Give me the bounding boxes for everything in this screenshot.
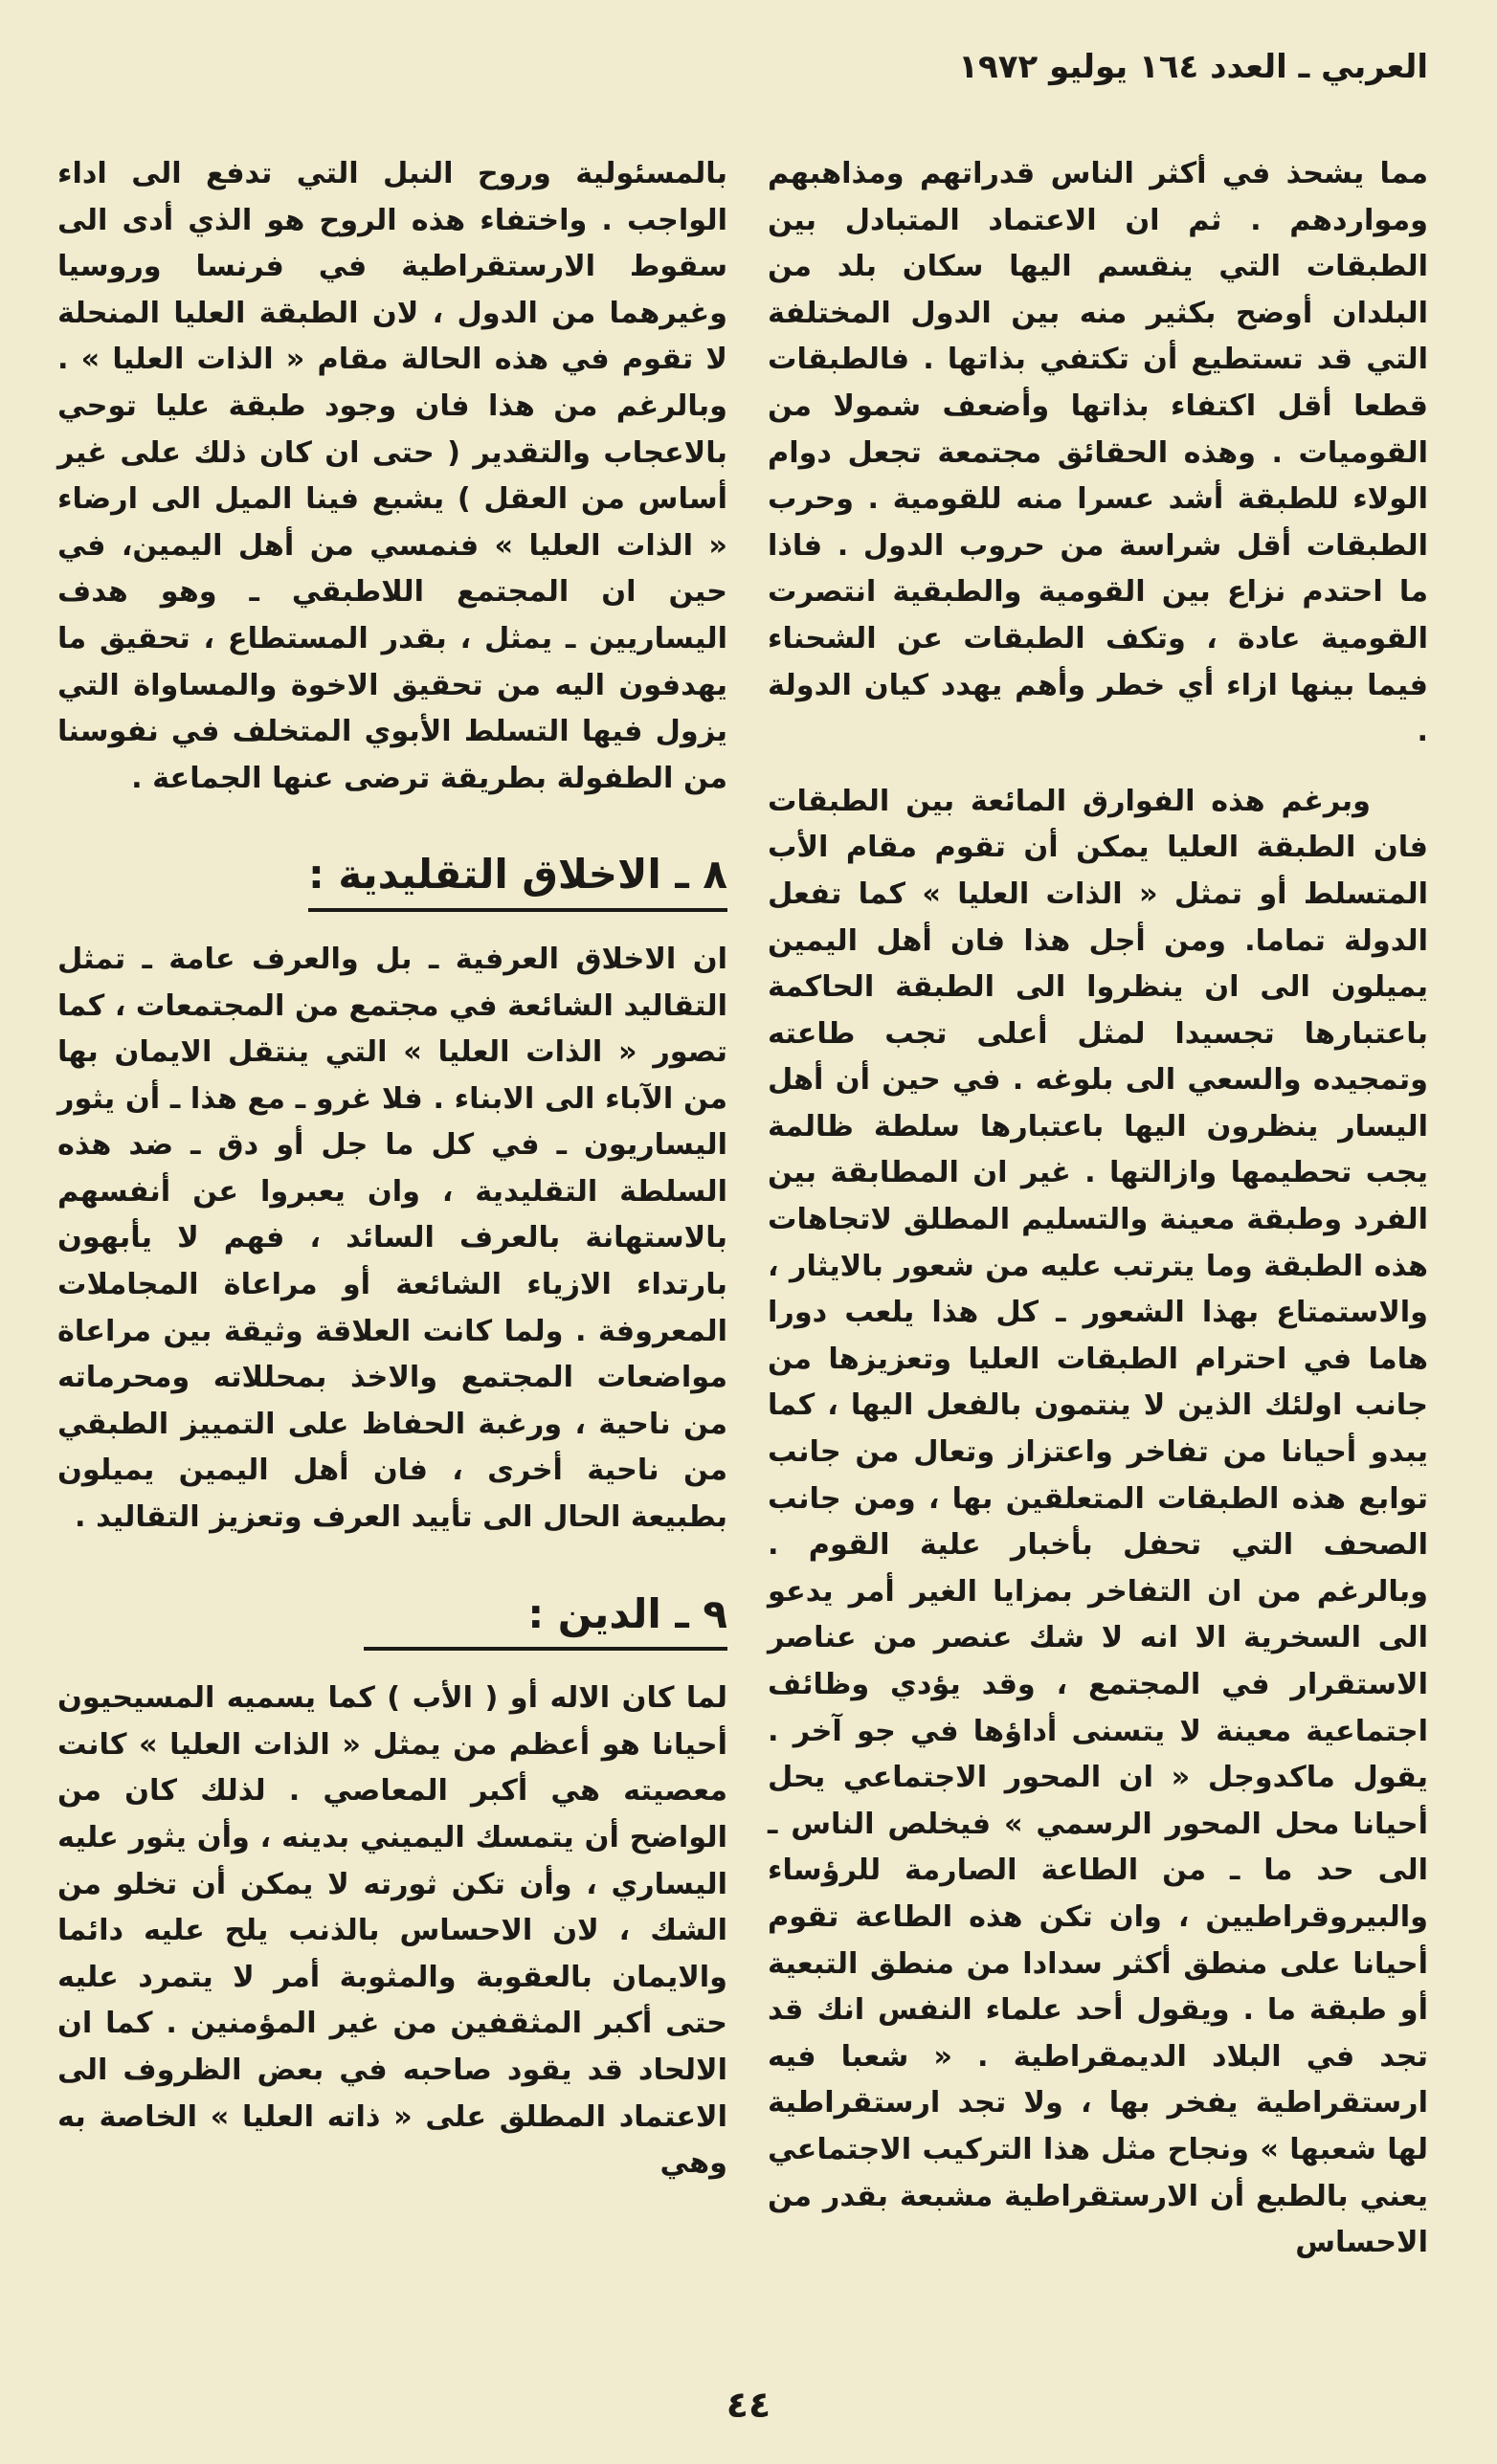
section-8-heading: ٨ ـ الاخلاق التقليدية :: [308, 852, 727, 912]
page-number: ٤٤: [726, 2384, 771, 2426]
left-continuation-paragraph: بالمسئولية وروح النبل التي تدفع الى اداء الواجب . واختفاء هذه الروح هو الذي أدى الى سقوط الارستقراطية في فرنسا وروسيا وغيرهما من الدول ، لان الطبقة العليا المنحلة لا تقوم في هذه الحالة مقام « الذات العليا » . وبالرغم من هذا فان وجود طبقة عليا توحي بالاعجاب والتقدير ( حتى ان كان ذلك على غير أساس من العقل ) يشبع فينا الميل الى ارضاء « الذات العليا » فنمسي من أهل اليمين، في حين ان المجتمع اللاطبقي ـ وهو هدف اليساريين ـ يمثل ، بقدر المستطاع ، تحقيق ما يهدفون اليه من تحقيق الاخوة والمساواة التي يزول فيها التسلط الأبوي المتخلف في نفوسنا من الطفولة بطريقة ترضى عنها الجماعة .: [57, 157, 727, 795]
right-column: [768, 151, 1428, 2290]
right-paragraph-2: وبرغم هذه الفوارق المائعة بين الطبقات فان الطبقة العليا يمكن أن تقوم مقام الأب المتسلط أو تمثل « الذات العليا » كما تفعل الدولة تماما. ومن أجل هذا فان أهل اليمين يميلون الى ان ينظروا الى الطبقة الحاكمة باعتبارها تجسيدا لمثل أعلى تجب طاعته وتمجيده والسعي الى بلوغه . في حين أن أهل اليسار ينظرون اليها باعتبارها سلطة ظالمة يجب تحطيمها وازالتها . غير ان المطابقة بين الفرد وطبقة معينة والتسليم المطلق لاتجاهات هذه الطبقة وما يترتب عليه من شعور بالايثار ، والاستمتاع بهذا الشعور ـ كل هذا يلعب دورا هاما في احترام الطبقات العليا وتعزيزها من جانب اولئك الذين لا ينتمون بالفعل اليها ، كما يبدو أحيانا من تفاخر واعتزاز وتعال من جانب توابع هذه الطبقات المتعلقين بها ، ومن جانب الصحف التي تحفل بأخبار علية القوم . وبالرغم من ان التفاخر بمزايا الغير أمر يدعو الى السخرية الا انه لا شك عنصر من عناصر الاستقرار في المجتمع ، وقد يؤدي وظائف اجتماعية معينة لا يتسنى أداؤها في جو آخر . يقول ماكدوجل « ان المحور الاجتماعي يحل أحيانا محل المحور الرسمي » فيخلص الناس ـ الى حد ما ـ من الطاعة الصارمة للرؤساء والبيروقراطيين ، وان تكن هذه الطاعة تقوم أحيانا على منطق أكثر سدادا من منطق التبعية أو طبقة ما . ويقول أحد علماء النفس انك قد تجد في البلاد الديمقراطية . « شعبا فيه ارستقراطية يفخر بها ، ولا تجد ارستقراطية لها شعبها » ونجاح مثل هذا التركيب الاجتماعي يعني بالطبع أن الارستقراطية مشبعة بقدر من الاحساس: [768, 784, 1428, 2260]
section-8-paragraph: ان الاخلاق العرفية ـ بل والعرف عامة ـ تمثل التقاليد الشائعة في مجتمع من المجتمعات ، كما تصور « الذات العليا » التي ينتقل الايمان بها من الآباء الى الابناء . فلا غرو ـ مع هذا ـ أن يثور اليساريون ـ في كل ما جل أو دق ـ ضد هذه السلطة التقليدية ، وان يعبروا عن أنفسهم بالاستهانة بالعرف السائد ، فهم لا يأبهون بارتداء الازياء الشائعة أو مراعاة المجاملات المعروفة . ولما كانت العلاقة وثيقة بين مراعاة مواضعات المجتمع والاخذ بمحللاته ومحرماته من ناحية ، ورغبة الحفاظ على التمييز الطبقي من ناحية أخرى ، فان أهل اليمين يميلون بطبيعة الحال الى تأييد العرف وتعزيز التقاليد .: [56, 942, 727, 1535]
right-paragraph-1: مما يشحذ في أكثر الناس قدراتهم ومذاهبهم ومواردهم . ثم ان الاعتماد المتبادل بين الطبقات التي ينقسم اليها سكان بلد من البلدان أوضح بكثير منه بين الدول المختلفة التي قد تستطيع أن تكتفي بذاتها . فالطبقات قطعا أقل اكتفاء بذاتها وأضعف شمولا من القوميات . وهذه الحقائق مجتمعة تجعل دوام الولاء للطبقة أشد عسرا منه للقومية . وحرب الطبقات أقل شراسة من حروب الدول . فاذا ما احتدم نزاع بين القومية والطبقية انتصرت القومية عادة ، وتكف الطبقات عن الشحناء فيما بينها ازاء أي خطر وأهم يهدد كيان الدولة .: [768, 157, 1428, 749]
section-9-paragraph: لما كان الاله أو ( الأب ) كما يسميه المسيحيون أحيانا هو أعظم من يمثل « الذات العليا » كانت معصيته هي أكبر المعاصي . لذلك كان من الواضح أن يتمسك اليميني بدينه ، وأن يثور عليه اليساري ، وأن تكن ثورته لا يمكن أن تخلو من الشك ، لان الاحساس بالذنب يلح عليه دائما والايمان بالعقوبة والمثوبة أمر لا يتمرد عليه حتى أكبر المثقفين من غير المؤمنين . كما ان الالحاد قد يقود صاحبه في بعض الظروف الى الاعتماد المطلق على « ذاته العليا » الخاصة به وهي: [57, 1681, 727, 2181]
section-9-heading: ٩ ـ الدين :: [364, 1591, 727, 1652]
running-header: العربي ـ العدد ١٦٤ يوليو ١٩٧٢: [958, 48, 1428, 86]
left-column: [57, 151, 727, 2210]
section-9-heading-wrap: [57, 1565, 727, 1676]
section-8-heading-wrap: [57, 825, 727, 937]
